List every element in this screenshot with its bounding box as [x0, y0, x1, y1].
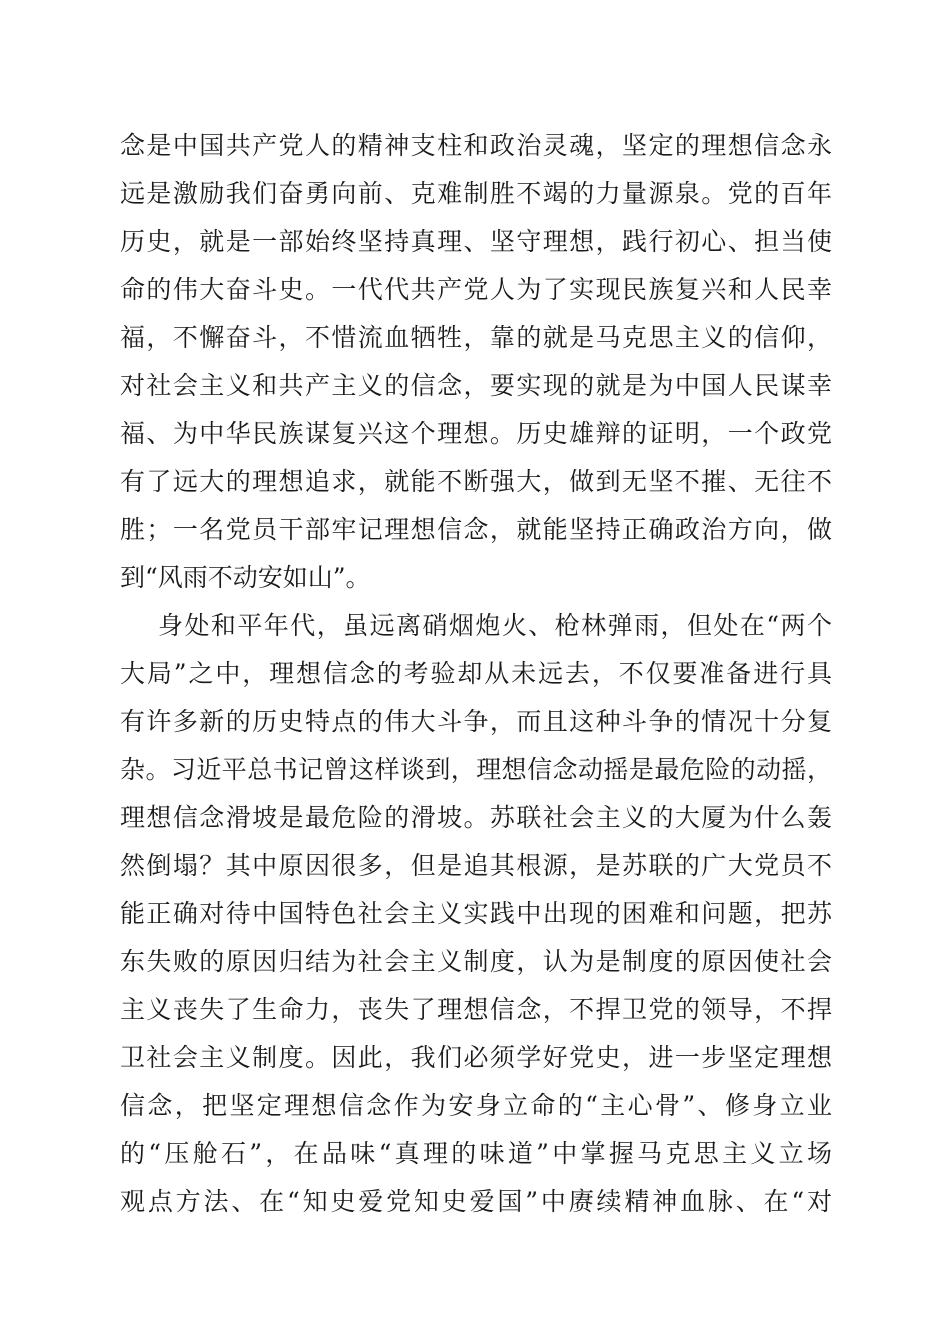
text-line: 到“风雨不动安如山”。	[120, 563, 371, 592]
body-text	[120, 122, 832, 1226]
text-line: 大局”之中，理想信念的考验却从未远去，不仅要准备进行具	[120, 659, 832, 688]
text-line: 然倒塌？其中原因很多，但是追其根源，是苏联的广大党员不	[120, 851, 832, 880]
text-line: 杂。习近平总书记曾这样谈到，理想信念动摇是最危险的动摇，	[120, 755, 832, 784]
text-line: 卫社会主义制度。因此，我们必须学好党史，进一步坚定理想	[120, 1043, 832, 1072]
text-line: 身处和平年代，虽远离硝烟炮火、枪林弹雨，但处在“两个	[158, 611, 832, 640]
text-line: 对社会主义和共产主义的信念，要实现的就是为中国人民谋幸	[120, 371, 832, 400]
text-line: 观点方法、在“知史爱党知史爱国”中赓续精神血脉、在“对	[120, 1187, 832, 1216]
text-line: 能正确对待中国特色社会主义实践中出现的困难和问题，把苏	[120, 899, 832, 928]
text-line: 有许多新的历史特点的伟大斗争，而且这种斗争的情况十分复	[120, 707, 832, 736]
text-line: 命的伟大奋斗史。一代代共产党人为了实现民族复兴和人民幸	[120, 275, 832, 304]
text-line: 胜；一名党员干部牢记理想信念，就能坚持正确政治方向，做	[120, 515, 832, 544]
text-line: 理想信念滑坡是最危险的滑坡。苏联社会主义的大厦为什么轰	[120, 803, 832, 832]
text-line: 远是激励我们奋勇向前、克难制胜不竭的力量源泉。党的百年	[120, 179, 832, 208]
paragraph-1	[120, 122, 832, 602]
text-line: 主义丧失了生命力，丧失了理想信念，不捍卫党的领导，不捍	[120, 995, 832, 1024]
text-line: 的“压舱石”，在品味“真理的味道”中掌握马克思主义立场	[120, 1139, 832, 1168]
text-line: 历史，就是一部始终坚持真理、坚守理想，践行初心、担当使	[120, 227, 832, 256]
text-line: 信念，把坚定理想信念作为安身立命的“主心骨”、修身立业	[120, 1091, 832, 1120]
text-line: 东失败的原因归结为社会主义制度，认为是制度的原因使社会	[120, 947, 832, 976]
text-line: 念是中国共产党人的精神支柱和政治灵魂，坚定的理想信念永	[120, 131, 832, 160]
text-line: 福、为中华民族谋复兴这个理想。历史雄辩的证明，一个政党	[120, 419, 832, 448]
text-line: 有了远大的理想追求，就能不断强大，做到无坚不摧、无往不	[120, 467, 832, 496]
text-line: 福，不懈奋斗，不惜流血牺牲，靠的就是马克思主义的信仰，	[120, 323, 832, 352]
paragraph-2	[120, 602, 832, 1226]
